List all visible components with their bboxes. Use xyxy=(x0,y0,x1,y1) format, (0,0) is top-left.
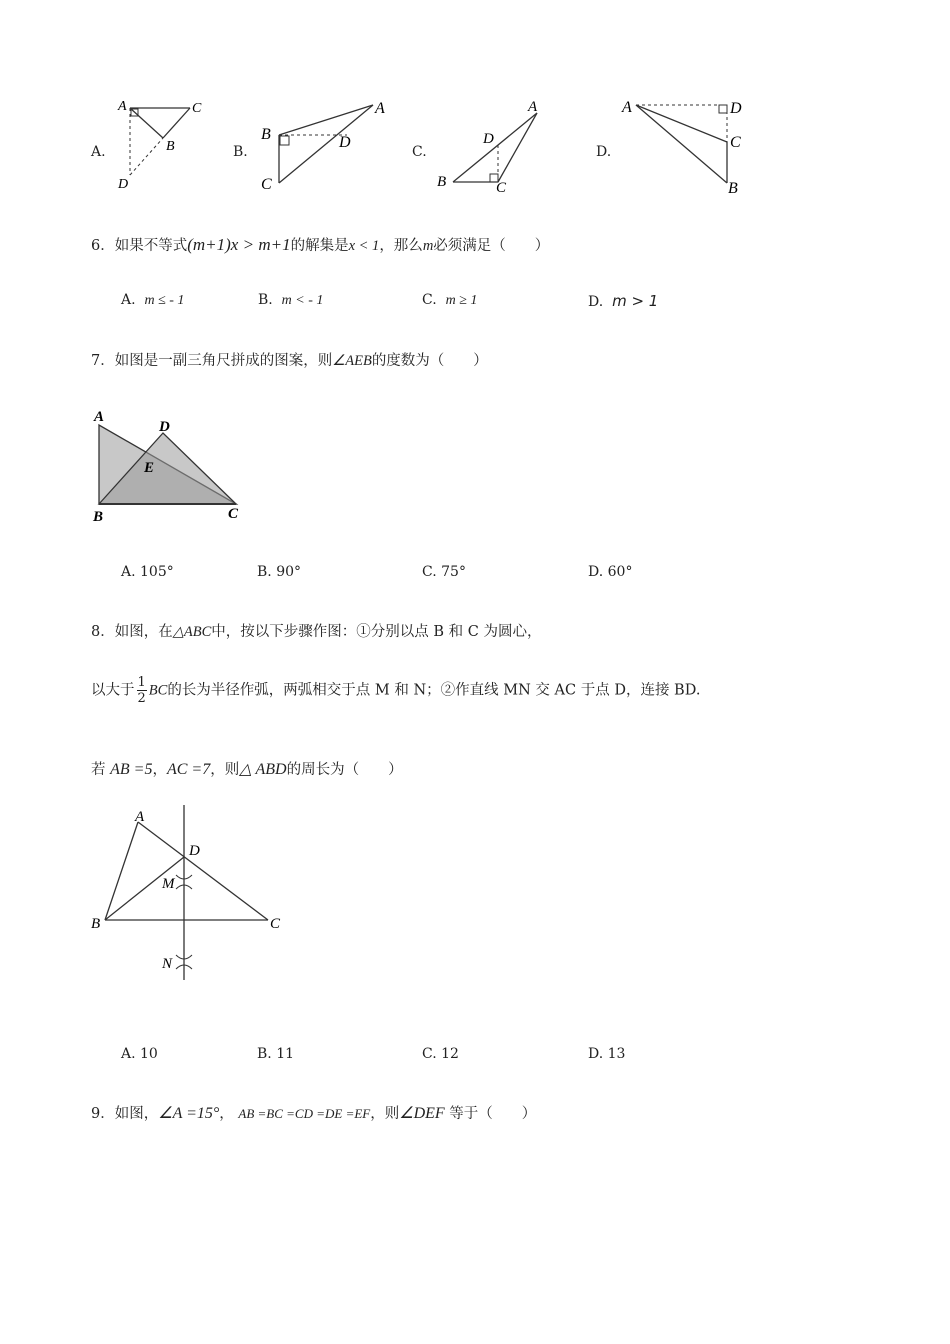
option-label: A. xyxy=(91,144,106,160)
point-label: C xyxy=(270,916,281,932)
option-b[interactable]: B. 11 xyxy=(257,1046,295,1062)
point-label: D xyxy=(118,177,129,192)
option-label: C. xyxy=(412,144,427,160)
q8-stem-line2: 以大于 $\frac{1}{2}$ BC的长为半径作弧，两弧相交于点 M 和 N；②作直线 MN 交 AC 于点 D，连接 BD. xyxy=(91,675,701,706)
q7-stem: 7．如图是一副三角尺拼成的图案，则∠AEB的度数为（ ） xyxy=(91,353,488,369)
angle: ∠A =15° xyxy=(158,1105,220,1122)
option-c[interactable]: C. 12 xyxy=(422,1046,459,1062)
q8-stem-line3: 若 AB =5，AC =7，则△ ABD的周长为（ ） xyxy=(91,761,403,778)
option-a[interactable]: A. 105° xyxy=(121,564,174,580)
point-label: D xyxy=(483,131,494,147)
option-b[interactable]: B. 90° xyxy=(257,564,302,580)
option-c[interactable]: C. 75° xyxy=(422,564,466,580)
point-label: C xyxy=(228,506,239,522)
point-label: B xyxy=(437,174,447,190)
point-label: E xyxy=(144,460,155,476)
q5-figure-d xyxy=(620,95,760,195)
option-c[interactable]: C. m ≥ 1 xyxy=(422,292,478,308)
point-label: B xyxy=(91,916,101,932)
point-label: C xyxy=(496,180,507,195)
point-label: D xyxy=(339,134,351,151)
point-label: D xyxy=(730,100,742,117)
point-label: M xyxy=(162,876,175,892)
point-label: C xyxy=(730,134,741,151)
question-number: 9． xyxy=(91,1106,115,1122)
option-d[interactable]: D. m > 1 xyxy=(588,292,659,310)
point-label: A xyxy=(622,99,632,116)
q8-figure xyxy=(88,805,288,985)
point-label: B xyxy=(93,509,104,525)
point-label: C xyxy=(192,101,202,116)
point-label: A xyxy=(118,99,127,114)
solution: x < 1 xyxy=(348,238,380,254)
question-number: 7． xyxy=(91,353,115,369)
option-label: B. xyxy=(233,144,248,160)
q7-figure xyxy=(88,403,258,528)
fraction: $\frac{1}{2}$ xyxy=(137,675,146,706)
q5-figure-a xyxy=(108,95,208,195)
question-number: 6． xyxy=(91,238,115,254)
point-label: A xyxy=(528,99,538,115)
option-a[interactable]: A. 10 xyxy=(121,1046,158,1062)
option-d[interactable]: D. 13 xyxy=(588,1046,626,1062)
angle: ∠AEB xyxy=(332,353,372,369)
point-label: B xyxy=(166,139,175,154)
option-d[interactable]: D. 60° xyxy=(588,564,633,580)
question-number: 8． xyxy=(91,624,115,640)
point-label: D xyxy=(159,419,170,435)
q6-stem: 6．如果不等式(m+1)x > m+1的解集是x < 1，那么m必须满足（ ） xyxy=(91,235,550,254)
point-label: A xyxy=(375,100,385,117)
q8-stem-line1: 8．如图，在△ABC中，按以下步骤作图：①分别以点 B 和 C 为圆心， xyxy=(91,624,542,640)
point-label: A xyxy=(94,409,105,425)
option-b[interactable]: B. m < - 1 xyxy=(258,292,324,308)
point-label: C xyxy=(261,176,272,193)
equal-segments: AB =BC =CD =DE =EF xyxy=(238,1106,371,1121)
q9-stem: 9．如图，∠A =15°， AB =BC =CD =DE =EF，则∠DEF 等于（ ） xyxy=(91,1105,537,1122)
point-label: B xyxy=(261,126,271,143)
q5-figure-c xyxy=(433,95,553,195)
point-label: D xyxy=(189,843,200,859)
inequality: (m+1)x > m+1 xyxy=(187,235,291,254)
point-label: N xyxy=(162,956,173,972)
point-label: A xyxy=(135,809,145,825)
option-label: D. xyxy=(596,144,612,160)
point-label: B xyxy=(728,180,738,195)
q5-figure-b xyxy=(255,95,395,195)
option-a[interactable]: A. m ≤ - 1 xyxy=(121,292,185,308)
